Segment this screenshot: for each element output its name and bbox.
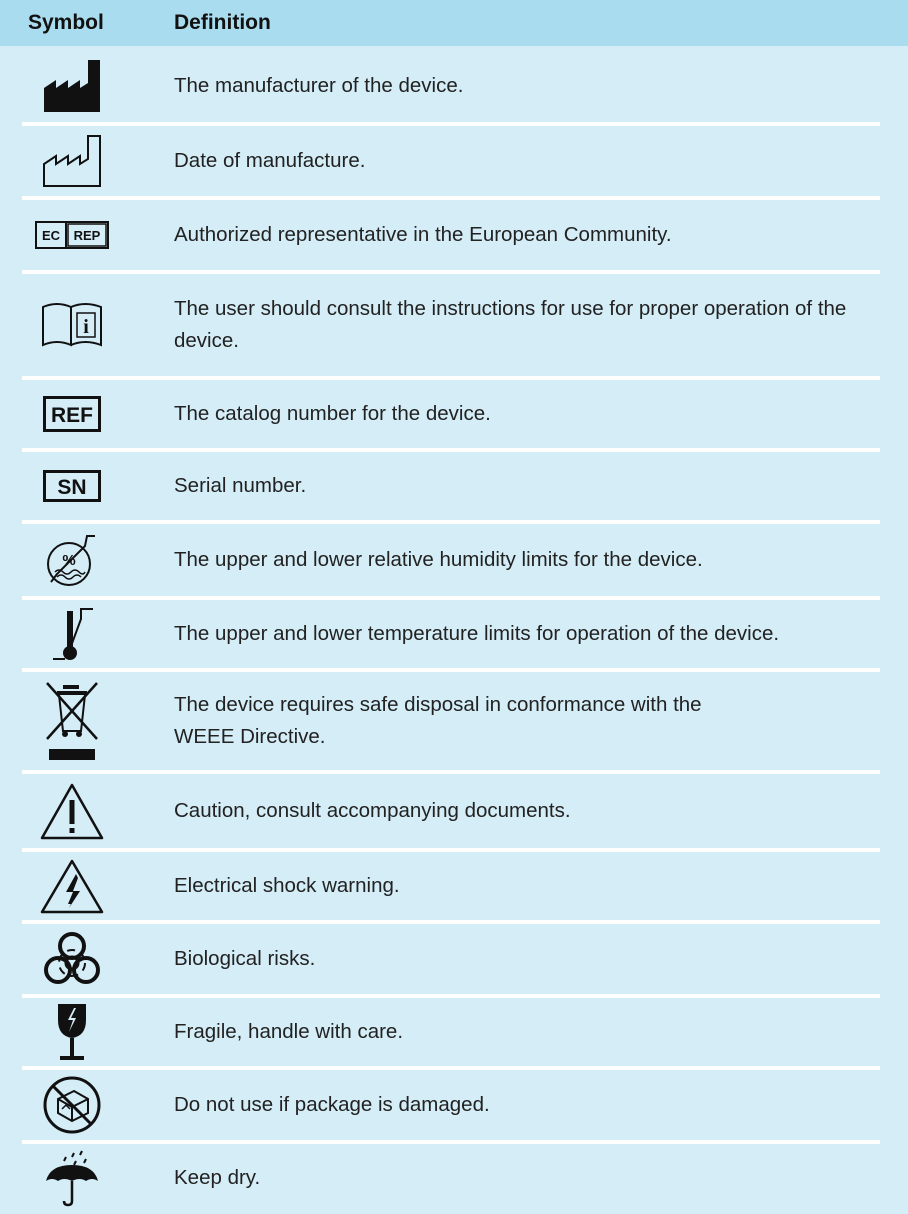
definition-text: The user should consult the instructions for use for proper operation of the device. (174, 297, 847, 352)
definition-text: The upper and lower relative humidity limits for the device. (174, 548, 703, 571)
temperature-limit-icon (47, 605, 97, 663)
definition-text: The manufacturer of the device. (174, 74, 464, 97)
table-row (0, 50, 908, 122)
consult-instructions-icon (41, 301, 103, 349)
table-row (0, 852, 908, 920)
serial-number-icon (43, 470, 101, 502)
definition-text: The device requires safe disposal in conformance with the WEEE Directive. (174, 693, 702, 748)
definition-text: Date of manufacture. (174, 149, 366, 172)
header-symbol: Symbol (28, 11, 104, 34)
svg-text:REP: REP (73, 228, 101, 243)
definition-text: The upper and lower temperature limits for operation of the device. (174, 622, 780, 645)
table-row (0, 924, 908, 994)
svg-text:REF: REF (51, 404, 93, 427)
do-not-use-if-damaged-icon (42, 1075, 102, 1135)
table-row (0, 1144, 908, 1212)
table-row (0, 452, 908, 520)
date-of-manufacture-icon (42, 134, 102, 188)
header-definition: Definition (174, 11, 271, 34)
svg-text:EC: EC (41, 228, 61, 243)
manufacturer-icon (42, 58, 102, 114)
definition-text: Serial number. (174, 474, 307, 497)
definition-text: Electrical shock warning. (174, 874, 400, 897)
table-header (0, 0, 908, 46)
definition-text: Biological risks. (174, 947, 316, 970)
definition-text: Keep dry. (174, 1166, 261, 1189)
ec-rep-icon (35, 221, 109, 249)
caution-icon (40, 782, 104, 840)
table-row (0, 380, 908, 448)
table-row (0, 600, 908, 668)
definition-text: Fragile, handle with care. (174, 1020, 404, 1043)
table-row (0, 274, 908, 376)
biohazard-icon (44, 932, 100, 986)
definition-text: The catalog number for the device. (174, 402, 491, 425)
table-row (0, 672, 908, 770)
table-row (0, 998, 908, 1066)
weee-disposal-icon (43, 681, 101, 761)
definition-text: Caution, consult accompanying documents. (174, 799, 571, 822)
keep-dry-icon (42, 1147, 102, 1209)
definition-text: Do not use if package is damaged. (174, 1093, 490, 1116)
svg-text:%: % (62, 552, 76, 569)
definition-text: Authorized representative in the European Community. (174, 223, 672, 246)
table-row (0, 200, 908, 270)
table-row (0, 774, 908, 848)
electrical-shock-icon (40, 858, 104, 914)
table-row (0, 524, 908, 596)
svg-text:i: i (83, 316, 89, 338)
table-row (0, 126, 908, 196)
table-row (0, 1070, 908, 1140)
ref-icon (43, 396, 101, 432)
fragile-icon (54, 1002, 90, 1062)
svg-text:SN: SN (57, 476, 87, 499)
humidity-limit-icon (45, 532, 99, 588)
